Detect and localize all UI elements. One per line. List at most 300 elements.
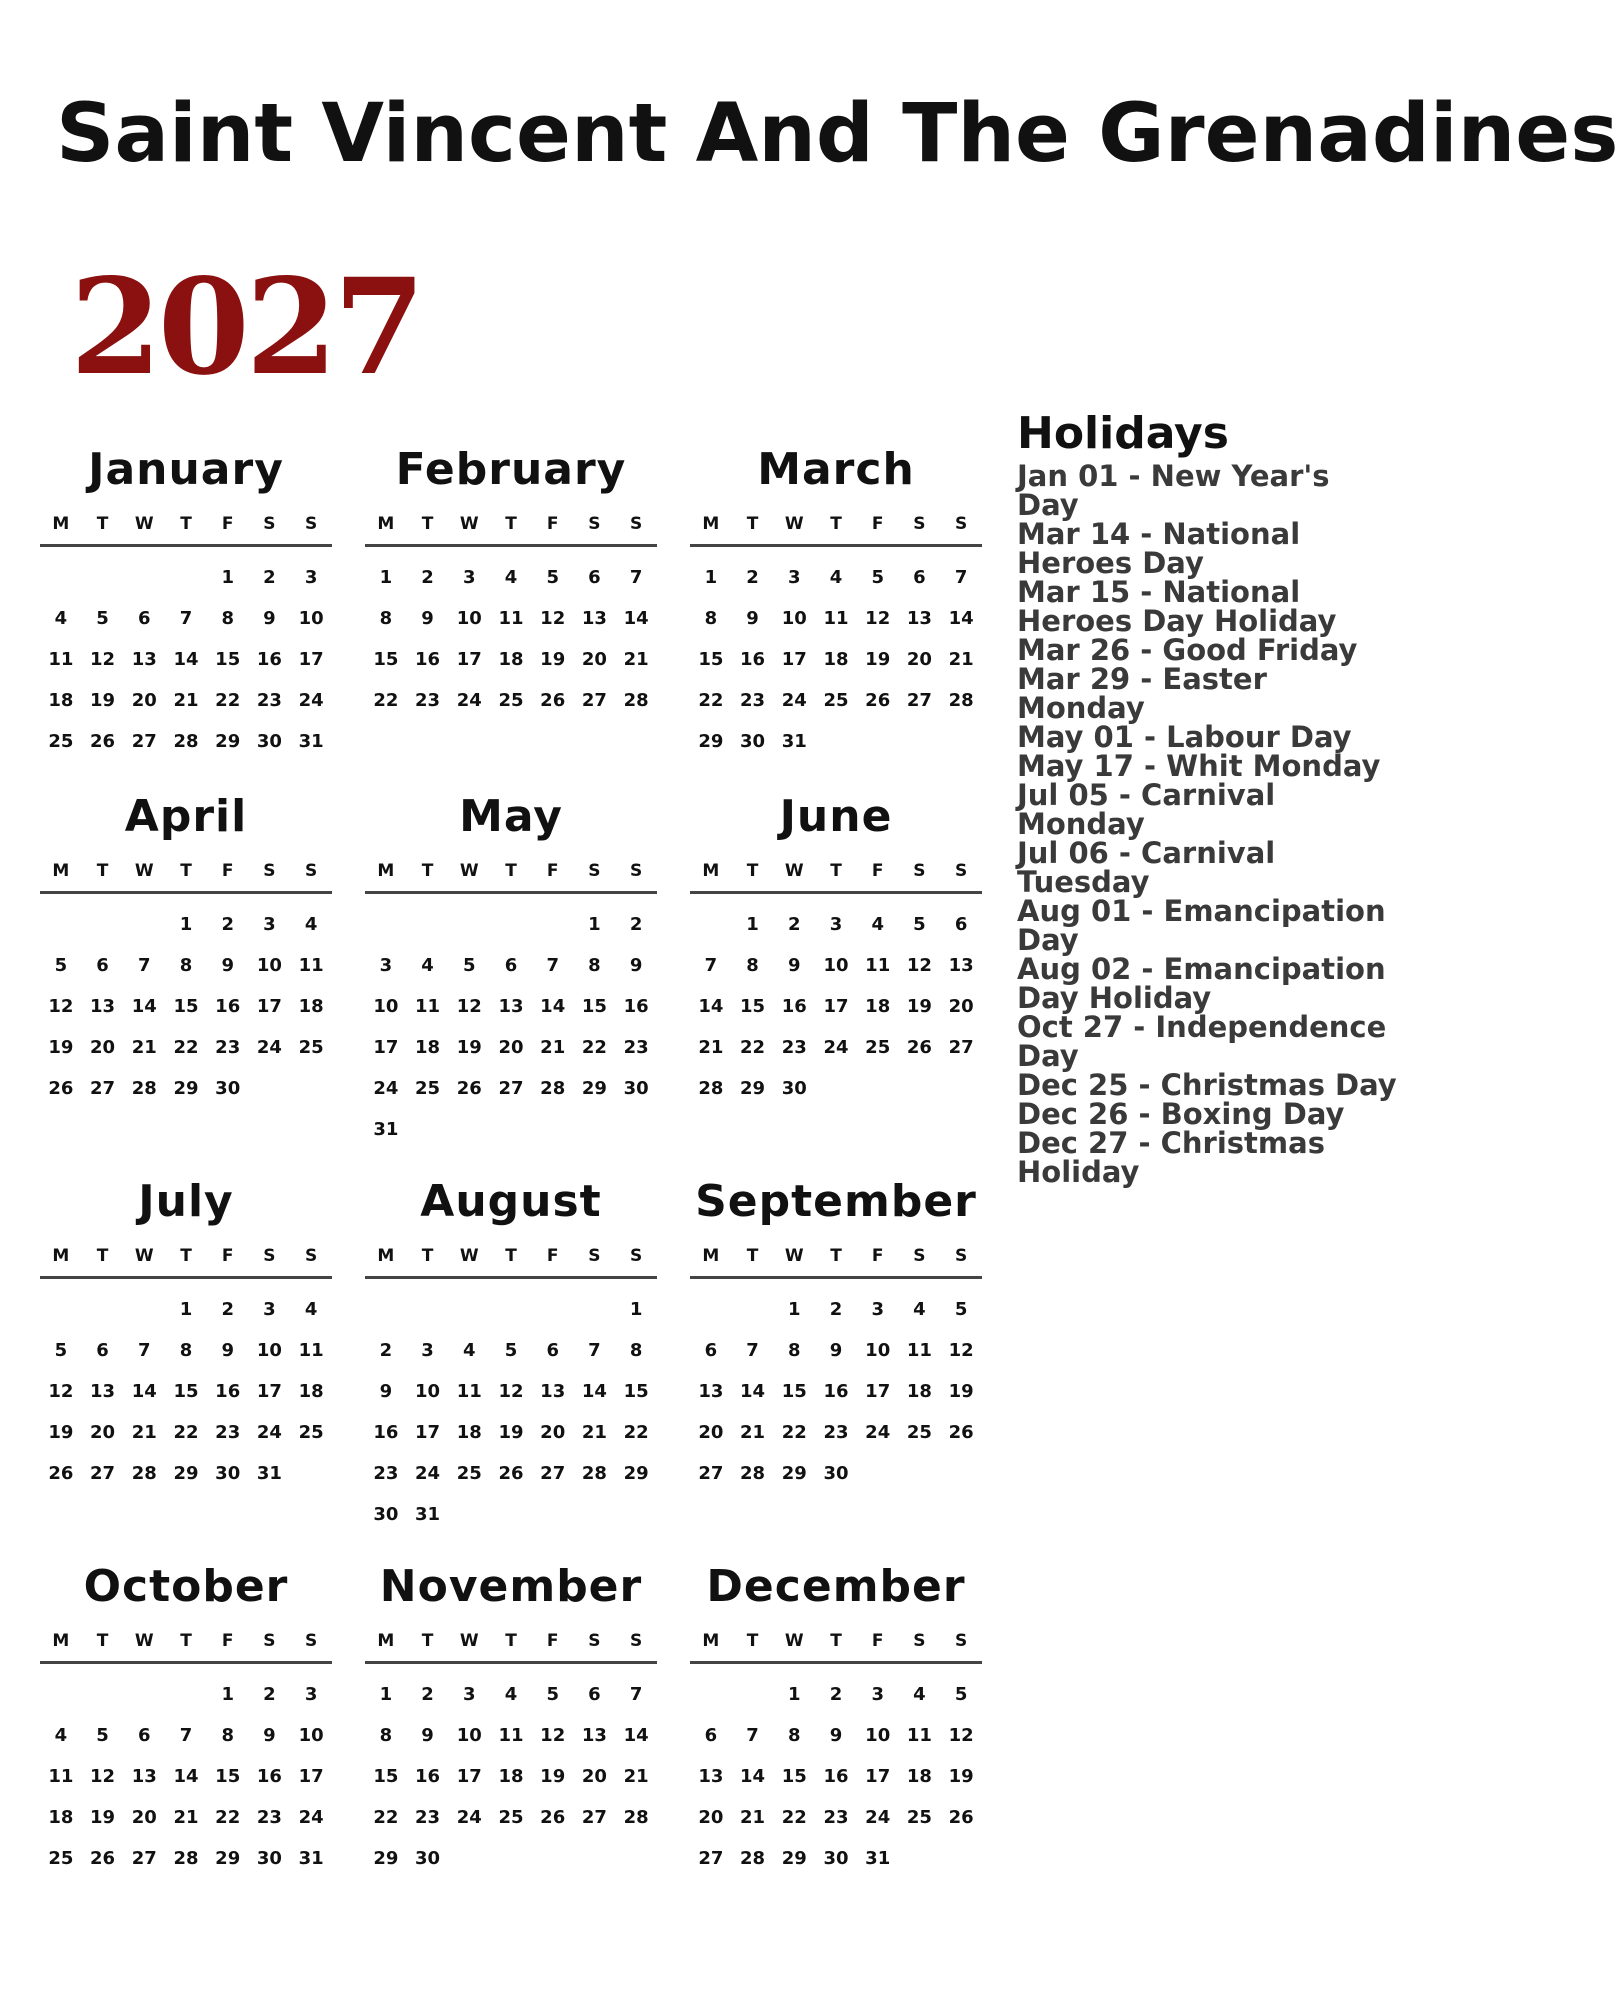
weekday-label: W	[784, 861, 804, 881]
day-cell: 9	[829, 1725, 843, 1746]
day-cell: 15	[781, 1381, 807, 1402]
day-cell: 21	[623, 649, 649, 670]
day-cell: 28	[740, 1463, 766, 1484]
day-cell: 18	[823, 649, 849, 670]
weekday-label: T	[746, 861, 759, 881]
day-cell: 26	[540, 690, 566, 711]
day-cell: 25	[298, 1037, 324, 1058]
day-cell: 9	[421, 608, 434, 629]
empty-day-cell	[82, 1674, 124, 1715]
weekday-label: M	[702, 514, 720, 534]
weekday-label: T	[180, 861, 192, 881]
holiday-item: Mar 15 - National Heroes Day Holiday	[1017, 575, 1337, 638]
month-name: August	[420, 1176, 602, 1227]
day-cell: 16	[373, 1422, 399, 1443]
empty-day-cell	[123, 557, 165, 598]
day-grid	[690, 904, 982, 1109]
day-cell: 17	[256, 1381, 282, 1402]
day-cell: 1	[379, 1684, 393, 1705]
day-cell: 3	[421, 1340, 434, 1361]
day-cell: 11	[456, 1381, 482, 1402]
year-heading: 2027	[70, 250, 422, 405]
day-cell: 12	[456, 996, 482, 1017]
day-cell: 11	[48, 1766, 74, 1787]
day-cell: 26	[906, 1037, 932, 1058]
day-cell: 24	[298, 690, 324, 711]
day-cell: 6	[704, 1340, 718, 1361]
day-cell: 25	[906, 1807, 932, 1828]
day-cell: 11	[906, 1340, 932, 1361]
weekday-label: S	[630, 861, 643, 881]
month-february	[365, 444, 657, 721]
day-grid	[690, 1674, 982, 1879]
empty-day-cell	[165, 1674, 207, 1715]
day-cell: 18	[48, 690, 74, 711]
holiday-item: Dec 27 - Christmas Holiday	[1017, 1126, 1325, 1189]
day-cell: 7	[954, 567, 968, 588]
day-cell: 23	[823, 1422, 849, 1443]
day-cell: 21	[581, 1422, 607, 1443]
weekday-header	[365, 1631, 657, 1664]
weekday-label: T	[180, 1631, 192, 1651]
weekday-header	[690, 1246, 982, 1279]
weekday-header	[365, 1246, 657, 1279]
weekday-label: S	[305, 1246, 318, 1266]
day-cell: 24	[256, 1037, 282, 1058]
day-cell: 12	[540, 608, 566, 629]
weekday-label: F	[546, 861, 559, 881]
day-cell: 2	[788, 914, 801, 935]
day-cell: 4	[463, 1340, 476, 1361]
holiday-item: Oct 27 - Independence Day	[1017, 1010, 1387, 1073]
day-cell: 15	[740, 996, 766, 1017]
weekday-label: S	[263, 514, 276, 534]
month-name: January	[88, 444, 284, 495]
day-cell: 23	[415, 1807, 441, 1828]
weekday-label: S	[913, 1246, 926, 1266]
weekday-label: W	[459, 514, 479, 534]
holiday-list	[1017, 459, 1397, 1189]
day-cell: 25	[498, 690, 524, 711]
day-cell: 28	[131, 1078, 157, 1099]
month-name: November	[379, 1561, 643, 1612]
holidays-title: Holidays	[1017, 408, 1229, 459]
day-cell: 28	[740, 1848, 766, 1869]
day-cell: 13	[90, 996, 116, 1017]
day-cell: 29	[781, 1848, 807, 1869]
day-cell: 24	[865, 1422, 891, 1443]
day-cell: 9	[788, 955, 801, 976]
weekday-label: S	[630, 514, 643, 534]
day-cell: 27	[540, 1463, 566, 1484]
day-cell: 5	[546, 567, 559, 588]
empty-day-cell	[165, 557, 207, 598]
empty-day-cell	[407, 904, 449, 945]
day-cell: 4	[913, 1299, 926, 1320]
day-cell: 27	[581, 1807, 607, 1828]
day-cell: 4	[54, 1725, 68, 1746]
day-cell: 1	[221, 1684, 234, 1705]
day-cell: 8	[179, 1340, 193, 1361]
day-cell: 16	[823, 1381, 849, 1402]
day-cell: 26	[48, 1463, 74, 1484]
weekday-label: T	[505, 1631, 517, 1651]
day-cell: 1	[588, 914, 601, 935]
day-cell: 4	[421, 955, 434, 976]
day-cell: 1	[704, 567, 718, 588]
weekday-label: M	[377, 861, 395, 881]
weekday-header	[40, 514, 332, 547]
holiday-item: Mar 26 - Good Friday	[1017, 633, 1358, 667]
weekday-header	[40, 861, 332, 894]
day-cell: 13	[131, 649, 157, 670]
holiday-item: Dec 26 - Boxing Day	[1017, 1097, 1345, 1131]
day-cell: 26	[90, 1848, 116, 1869]
day-cell: 12	[90, 1766, 116, 1787]
day-cell: 17	[256, 996, 282, 1017]
day-grid	[40, 904, 332, 1109]
month-june	[690, 791, 982, 1109]
weekday-label: S	[588, 1631, 601, 1651]
day-cell: 26	[865, 690, 891, 711]
day-cell: 4	[504, 567, 518, 588]
day-cell: 1	[788, 1299, 801, 1320]
day-cell: 8	[221, 608, 234, 629]
day-cell: 16	[623, 996, 649, 1017]
day-cell: 18	[456, 1422, 482, 1443]
day-cell: 19	[906, 996, 932, 1017]
day-grid	[365, 557, 657, 721]
empty-day-cell	[123, 1674, 165, 1715]
day-cell: 26	[90, 731, 116, 752]
month-name: June	[779, 791, 893, 842]
day-cell: 20	[90, 1422, 116, 1443]
weekday-label: W	[459, 1246, 479, 1266]
weekday-label: M	[702, 861, 720, 881]
day-cell: 5	[54, 1340, 68, 1361]
day-cell: 23	[415, 690, 441, 711]
weekday-label: T	[96, 861, 109, 881]
day-cell: 24	[415, 1463, 441, 1484]
day-cell: 12	[48, 1381, 74, 1402]
weekday-label: M	[377, 1631, 395, 1651]
day-grid	[365, 904, 657, 1150]
weekday-label: S	[955, 1246, 968, 1266]
day-cell: 21	[698, 1037, 724, 1058]
day-cell: 13	[540, 1381, 566, 1402]
day-cell: 28	[948, 690, 974, 711]
day-cell: 3	[871, 1684, 884, 1705]
day-cell: 17	[823, 996, 849, 1017]
day-cell: 24	[865, 1807, 891, 1828]
day-cell: 11	[298, 955, 324, 976]
day-cell: 28	[623, 1807, 649, 1828]
day-cell: 12	[948, 1340, 974, 1361]
day-cell: 25	[906, 1422, 932, 1443]
day-cell: 16	[256, 1766, 282, 1787]
month-march	[690, 444, 982, 762]
day-cell: 9	[263, 1725, 276, 1746]
day-cell: 14	[698, 996, 724, 1017]
day-cell: 3	[263, 1299, 276, 1320]
day-cell: 15	[373, 649, 399, 670]
day-cell: 7	[588, 1340, 601, 1361]
day-cell: 8	[746, 955, 759, 976]
holiday-item: May 17 - Whit Monday	[1017, 749, 1381, 783]
day-cell: 22	[623, 1422, 649, 1443]
day-cell: 16	[215, 1381, 241, 1402]
day-cell: 7	[179, 608, 193, 629]
day-cell: 23	[256, 1807, 282, 1828]
day-cell: 22	[373, 1807, 399, 1828]
empty-day-cell	[732, 1674, 774, 1715]
day-cell: 19	[948, 1766, 974, 1787]
weekday-label: T	[421, 1631, 434, 1651]
day-cell: 24	[823, 1037, 849, 1058]
weekday-label: W	[784, 1631, 804, 1651]
month-name: September	[695, 1176, 977, 1227]
day-cell: 14	[540, 996, 566, 1017]
day-cell: 23	[623, 1037, 649, 1058]
day-cell: 23	[215, 1037, 241, 1058]
day-cell: 20	[906, 649, 932, 670]
day-cell: 25	[823, 690, 849, 711]
day-grid	[365, 1674, 657, 1879]
day-cell: 20	[698, 1422, 724, 1443]
day-cell: 30	[823, 1848, 849, 1869]
holidays-panel	[1017, 408, 1397, 1189]
day-cell: 20	[90, 1037, 116, 1058]
day-cell: 10	[256, 1340, 282, 1361]
day-cell: 23	[823, 1807, 849, 1828]
day-cell: 19	[540, 1766, 566, 1787]
weekday-label: T	[421, 1246, 434, 1266]
day-cell: 1	[179, 914, 193, 935]
day-cell: 5	[54, 955, 68, 976]
day-cell: 20	[948, 996, 974, 1017]
day-cell: 13	[581, 608, 607, 629]
day-cell: 5	[546, 1684, 559, 1705]
day-cell: 13	[498, 996, 524, 1017]
day-cell: 22	[215, 690, 241, 711]
month-may	[365, 791, 657, 1150]
day-cell: 21	[173, 690, 199, 711]
day-cell: 18	[906, 1381, 932, 1402]
day-cell: 6	[588, 1684, 601, 1705]
holiday-item: Jan 01 - New Year's Day	[1017, 459, 1330, 522]
day-cell: 17	[781, 649, 807, 670]
day-cell: 23	[740, 690, 766, 711]
day-cell: 20	[131, 690, 157, 711]
day-cell: 6	[704, 1725, 718, 1746]
day-cell: 22	[173, 1422, 199, 1443]
day-cell: 29	[623, 1463, 649, 1484]
day-cell: 3	[788, 567, 801, 588]
day-cell: 17	[865, 1766, 891, 1787]
weekday-label: F	[546, 1246, 559, 1266]
day-cell: 16	[740, 649, 766, 670]
day-cell: 10	[456, 608, 482, 629]
weekday-label: W	[134, 861, 154, 881]
day-cell: 8	[379, 608, 393, 629]
day-cell: 4	[54, 608, 68, 629]
day-cell: 31	[865, 1848, 891, 1869]
empty-day-cell	[690, 1674, 732, 1715]
weekday-label: W	[784, 1246, 804, 1266]
day-cell: 10	[256, 955, 282, 976]
day-cell: 10	[865, 1725, 891, 1746]
weekday-label: M	[52, 514, 70, 534]
day-cell: 29	[215, 1848, 241, 1869]
day-cell: 5	[871, 567, 884, 588]
empty-day-cell	[40, 557, 82, 598]
weekday-label: S	[630, 1246, 643, 1266]
weekday-header	[690, 1631, 982, 1664]
day-cell: 15	[215, 649, 241, 670]
weekday-label: S	[305, 861, 318, 881]
day-cell: 28	[581, 1463, 607, 1484]
weekday-header	[40, 1246, 332, 1279]
day-cell: 21	[540, 1037, 566, 1058]
day-cell: 10	[865, 1340, 891, 1361]
day-cell: 11	[415, 996, 441, 1017]
page-title: Saint Vincent And The Grenadines	[56, 87, 1618, 181]
empty-day-cell	[82, 904, 124, 945]
day-cell: 4	[913, 1684, 926, 1705]
day-cell: 7	[746, 1340, 759, 1361]
day-cell: 11	[865, 955, 891, 976]
empty-day-cell	[448, 904, 490, 945]
weekday-label: S	[955, 1631, 968, 1651]
weekday-label: W	[459, 861, 479, 881]
day-cell: 28	[698, 1078, 724, 1099]
weekday-label: M	[52, 861, 70, 881]
day-cell: 31	[298, 1848, 324, 1869]
empty-day-cell	[574, 1289, 616, 1330]
day-cell: 19	[540, 649, 566, 670]
day-cell: 27	[581, 690, 607, 711]
day-cell: 1	[746, 914, 759, 935]
day-cell: 15	[215, 1766, 241, 1787]
day-cell: 13	[698, 1381, 724, 1402]
month-name: July	[138, 1176, 234, 1227]
day-cell: 23	[215, 1422, 241, 1443]
day-cell: 16	[415, 1766, 441, 1787]
day-cell: 24	[781, 690, 807, 711]
day-cell: 25	[48, 1848, 74, 1869]
day-cell: 3	[304, 1684, 318, 1705]
day-cell: 20	[581, 649, 607, 670]
day-cell: 22	[781, 1422, 807, 1443]
day-cell: 11	[906, 1725, 932, 1746]
day-cell: 18	[298, 1381, 324, 1402]
day-cell: 24	[298, 1807, 324, 1828]
month-name: May	[459, 791, 563, 842]
day-cell: 20	[131, 1807, 157, 1828]
day-cell: 18	[906, 1766, 932, 1787]
month-august	[365, 1176, 657, 1535]
day-cell: 11	[498, 608, 524, 629]
day-cell: 8	[788, 1340, 801, 1361]
day-cell: 9	[221, 1340, 234, 1361]
day-cell: 5	[504, 1340, 518, 1361]
day-cell: 2	[421, 1684, 434, 1705]
day-cell: 5	[954, 1299, 968, 1320]
weekday-label: T	[830, 1631, 842, 1651]
day-cell: 24	[373, 1078, 399, 1099]
day-cell: 1	[788, 1684, 801, 1705]
day-cell: 2	[379, 1340, 393, 1361]
day-cell: 29	[173, 1078, 199, 1099]
day-cell: 12	[948, 1725, 974, 1746]
day-cell: 28	[540, 1078, 566, 1099]
day-cell: 1	[629, 1299, 643, 1320]
day-cell: 2	[263, 1684, 276, 1705]
day-cell: 20	[698, 1807, 724, 1828]
weekday-label: F	[221, 514, 234, 534]
day-cell: 14	[623, 1725, 649, 1746]
day-cell: 25	[415, 1078, 441, 1099]
day-cell: 14	[581, 1381, 607, 1402]
day-cell: 26	[948, 1422, 974, 1443]
day-cell: 28	[173, 1848, 199, 1869]
weekday-label: T	[421, 514, 434, 534]
day-cell: 29	[740, 1078, 766, 1099]
day-grid	[40, 557, 332, 762]
day-cell: 14	[948, 608, 974, 629]
weekday-label: W	[459, 1631, 479, 1651]
day-cell: 15	[173, 996, 199, 1017]
day-cell: 27	[498, 1078, 524, 1099]
empty-day-cell	[40, 1289, 82, 1330]
empty-day-cell	[732, 1289, 774, 1330]
day-cell: 5	[913, 914, 926, 935]
day-cell: 21	[131, 1422, 157, 1443]
day-cell: 30	[373, 1504, 399, 1525]
day-cell: 12	[90, 649, 116, 670]
weekday-label: F	[871, 861, 884, 881]
day-cell: 15	[581, 996, 607, 1017]
day-cell: 26	[48, 1078, 74, 1099]
day-cell: 29	[781, 1463, 807, 1484]
month-name: April	[124, 791, 248, 842]
day-grid	[40, 1674, 332, 1879]
day-cell: 14	[131, 1381, 157, 1402]
holiday-item: Mar 14 - National Heroes Day	[1017, 517, 1301, 580]
day-cell: 7	[179, 1725, 193, 1746]
month-january	[40, 444, 332, 762]
weekday-label: S	[955, 861, 968, 881]
day-cell: 13	[698, 1766, 724, 1787]
weekday-label: F	[871, 514, 884, 534]
day-cell: 26	[540, 1807, 566, 1828]
empty-day-cell	[365, 904, 407, 945]
day-cell: 10	[823, 955, 849, 976]
day-cell: 17	[298, 1766, 324, 1787]
day-grid	[40, 1289, 332, 1494]
day-cell: 23	[373, 1463, 399, 1484]
weekday-label: F	[221, 1246, 234, 1266]
day-cell: 31	[256, 1463, 282, 1484]
day-cell: 2	[829, 1684, 843, 1705]
day-cell: 30	[740, 731, 766, 752]
month-november	[365, 1561, 657, 1879]
day-cell: 9	[829, 1340, 843, 1361]
day-cell: 10	[415, 1381, 441, 1402]
day-cell: 17	[298, 649, 324, 670]
day-cell: 4	[871, 914, 884, 935]
day-cell: 16	[215, 996, 241, 1017]
